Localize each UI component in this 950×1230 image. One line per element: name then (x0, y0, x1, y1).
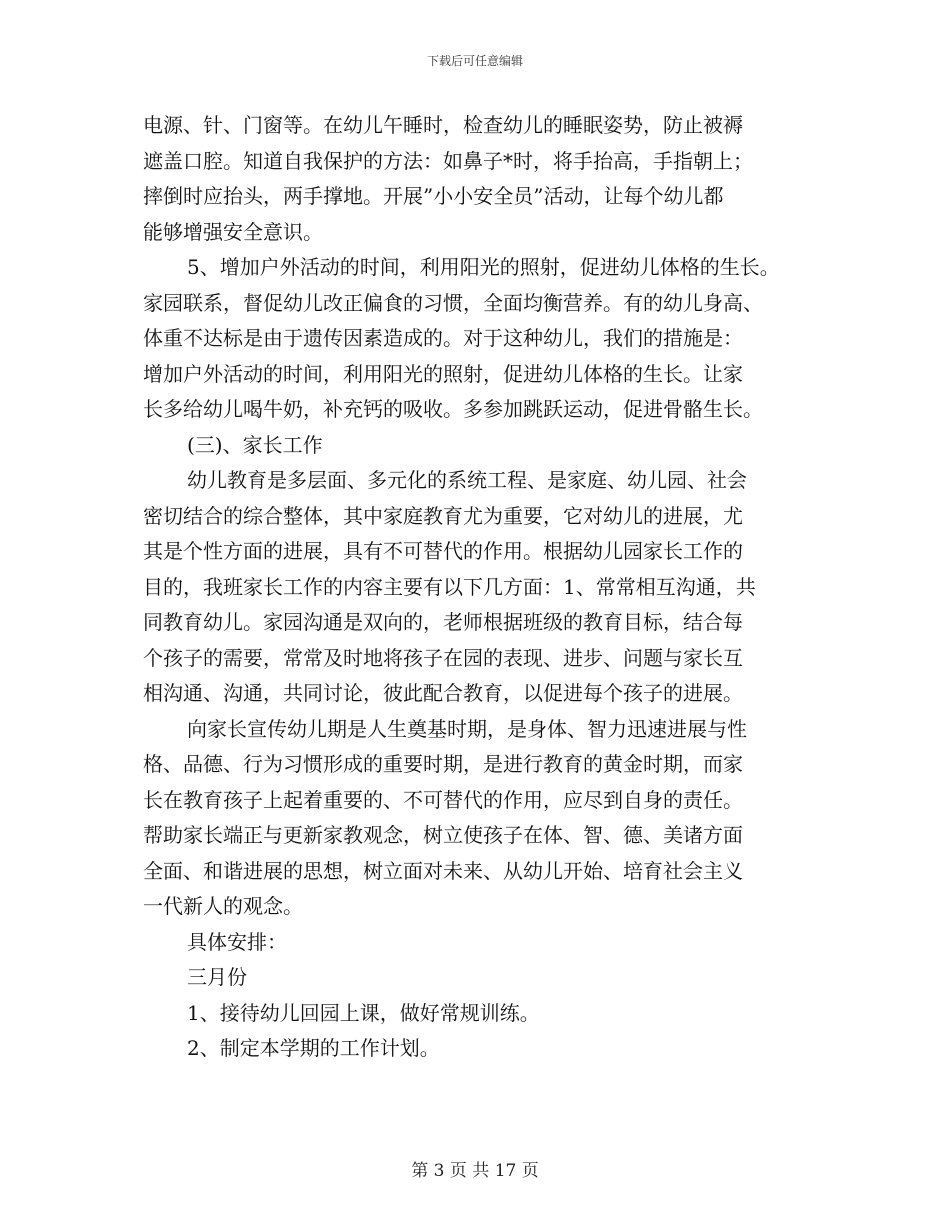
text-line: 一代新人的观念。 (143, 894, 303, 918)
text-line: 5、增加户外活动的时间，利用阳光的照射，促进幼儿体格的生长。 (187, 255, 780, 279)
text-line: 其是个性方面的进展，具有不可替代的作用。根据幼儿园家长工作的 (143, 539, 743, 563)
text-line: 帮助家长端正与更新家教观念，树立使孩子在体、智、德、美诸方面 (143, 823, 743, 847)
text-line: 增加户外活动的时间，利用阳光的照射，促进幼儿体格的生长。让家 (143, 361, 743, 386)
text-line: 相沟通、沟通，共同讨论，彼此配合教育，以促进每个孩子的进展。 (143, 681, 743, 705)
page-header: 下载后可任意编辑 (426, 54, 523, 68)
document-body (143, 108, 823, 1067)
text-line: 幼儿教育是多层面、多元化的系统工程、是家庭、幼儿园、社会 (187, 468, 747, 492)
text-line: 密切结合的综合整体，其中家庭教育尤为重要，它对幼儿的进展，尤 (143, 503, 743, 528)
text-line: 2、制定本学期的工作计划。 (187, 1036, 440, 1060)
text-line: 电源、针、门窗等。在幼儿午睡时，检查幼儿的睡眠姿势，防止被褥 (143, 113, 743, 137)
text-line: 同教育幼儿。家园沟通是双向的，老师根据班级的教育目标，结合每 (143, 610, 743, 634)
text-line: 目的，我班家长工作的内容主要有以下几方面：1、常常相互沟通，共 (143, 574, 756, 599)
text-line: 遮盖口腔。知道自我保护的方法：如鼻子*时，将手抬高，手指朝上； (143, 148, 753, 173)
page-number-footer: 第 3 页 共 17 页 (411, 1161, 539, 1181)
text-line: 具体安排： (187, 929, 287, 954)
text-line: 能够增强安全意识。 (143, 219, 323, 244)
text-line: 个孩子的需要，常常及时地将孩子在园的表现、进步、问题与家长互 (143, 645, 743, 670)
text-line: 全面、和谐进展的思想，树立面对未来、从幼儿开始、培育社会主义 (143, 858, 743, 883)
text-line: 格、品德、行为习惯形成的重要时期，是进行教育的黄金时期，而家 (143, 752, 743, 776)
text-line: 长多给幼儿喝牛奶，补充钙的吸收。多参加跳跃运动，促进骨骼生长。 (143, 397, 763, 421)
text-line: 家园联系，督促幼儿改正偏食的习惯，全面均衡营养。有的幼儿身高、 (143, 290, 763, 315)
text-line: (三)、家长工作 (187, 432, 323, 457)
text-line: 摔倒时应抬头，两手撑地。开展”小小安全员”活动，让每个幼儿都 (143, 184, 724, 208)
text-line: 三月份 (187, 965, 247, 989)
text-line: 向家长宣传幼儿期是人生奠基时期，是身体、智力迅速进展与性 (187, 716, 747, 741)
text-line: 体重不达标是由于遗传因素造成的。对于这种幼儿，我们的措施是： (143, 326, 743, 350)
text-line: 长在教育孩子上起着重要的、不可替代的作用，应尽到自身的责任。 (143, 787, 743, 812)
text-line: 1、接待幼儿回园上课，做好常规训练。 (187, 1000, 540, 1025)
